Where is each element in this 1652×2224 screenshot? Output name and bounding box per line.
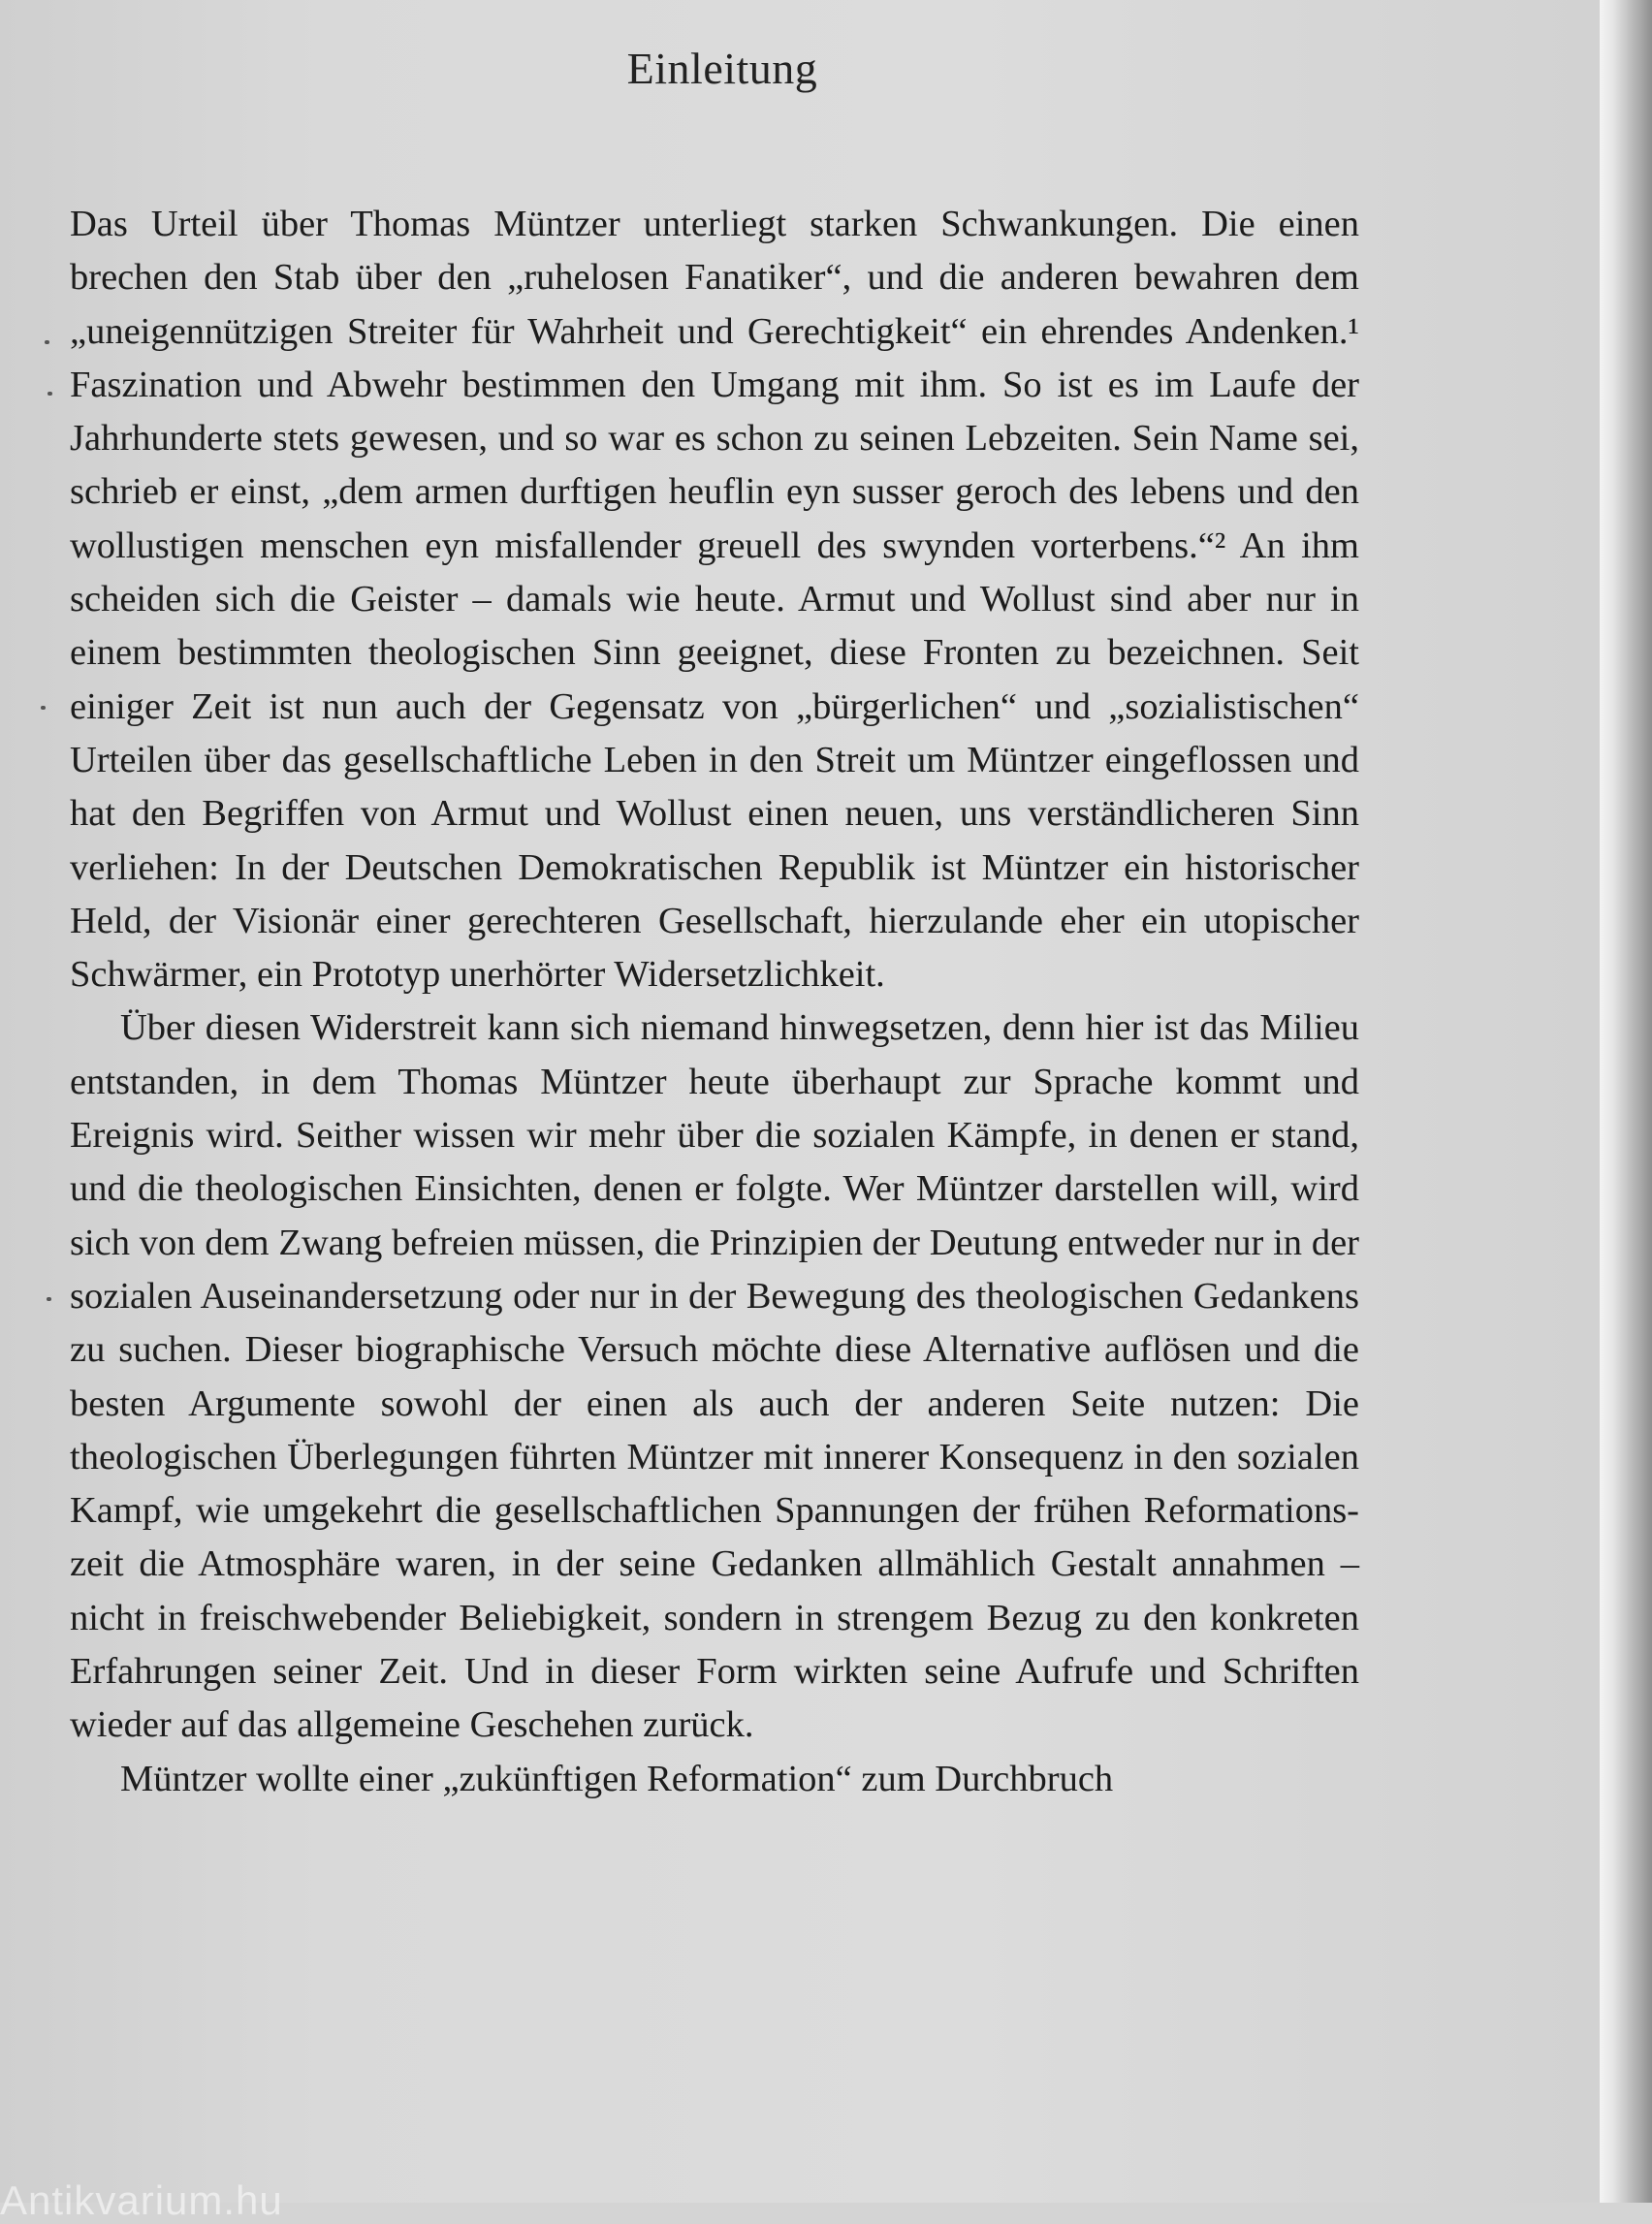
margin-mark [48, 392, 52, 396]
paragraph-2: Über diesen Widerstreit kann sich niemand hinwegsetzen, denn hier ist das Milieu entstanden, in dem Thomas Müntzer heute überhaupt zur Sprache kommt und Ereignis wird. Seither wissen wir mehr über die sozialen Kämpfe, in denen er stand, und die theologischen Einsichten, denen er folgte. Wer Müntzer darstellen will, wird sich von dem Zwang befreien müssen, die Prinzipien der Deutung entweder nur in der sozialen Auseinandersetzung oder nur in der Bewegung des theologischen Gedankens zu suchen. Dieser biographische Versuch möchte diese Alternative auflösen und die besten Argumente sowohl der einen als auch der anderen Seite nutzen: Die theologischen Überlegungen führten Müntzer mit innerer Konsequenz in den sozialen Kampf, wie umgekehrt die gesellschaftlichen Spannungen der frühen Reformationszeit die Atmosphäre waren, in der seine Gedanken allmählich Gestalt annahmen – nicht in freischwebender Beliebigkeit, sondern in strengem Bezug zu den konkreten Erfahrungen seiner Zeit. Und in dieser Form wirkten seine Aufrufe und Schriften wieder auf das allgemeine Geschehen zurück. [70, 1007, 1359, 1746]
margin-mark [45, 340, 49, 344]
paragraph-3: Müntzer wollte einer „zukünftigen Reformation“ zum Durchbruch [120, 1758, 1114, 1799]
paragraph-1: Das Urteil über Thomas Müntzer unterliegt starken Schwankungen. Die einen brechen den Stab über den „ruhelosen Fanatiker“, und die anderen bewahren dem „uneigennützigen Streiter für Wahrheit und Gerechtigkeit“ ein ehrendes Andenken.¹ Faszination und Abwehr bestimmen den Umgang mit ihm. So ist es im Laufe der Jahrhunderte stets gewesen, und so war es schon zu seinen Lebzeiten. Sein Name sei, schrieb er einst, „dem armen durftigen heuflin eyn susser geroch des lebens und den wollustigen menschen eyn misfallender greuell des swynden vorterbens.“² An ihm scheiden sich die Geister – damals wie heute. Armut und Wollust sind aber nur in einem bestimmten theologischen Sinn geeignet, diese Fronten zu bezeichnen. Seit einiger Zeit ist nun auch der Gegensatz von „bürgerlichen“ und „sozialistischen“ Urteilen über das gesellschaftliche Leben in den Streit um Müntzer eingeflossen und hat den Begriffen von Armut und Wollust einen neuen, uns verständlicheren Sinn verliehen: In der Deutschen Demokratischen Republik ist Müntzer ein historischer Held, der Visionär einer gerechteren Gesellschaft, hierzulande eher ein utopischer Schwärmer, ein Prototyp unerhörter Widersetzlichkeit. [70, 204, 1359, 996]
body-text [70, 198, 1359, 1806]
page-edge [1600, 0, 1652, 2203]
margin-mark [47, 1297, 51, 1301]
margin-mark [41, 706, 46, 710]
chapter-title: Einleitung [626, 44, 818, 93]
watermark: Antikvarium.hu [0, 2177, 283, 2223]
